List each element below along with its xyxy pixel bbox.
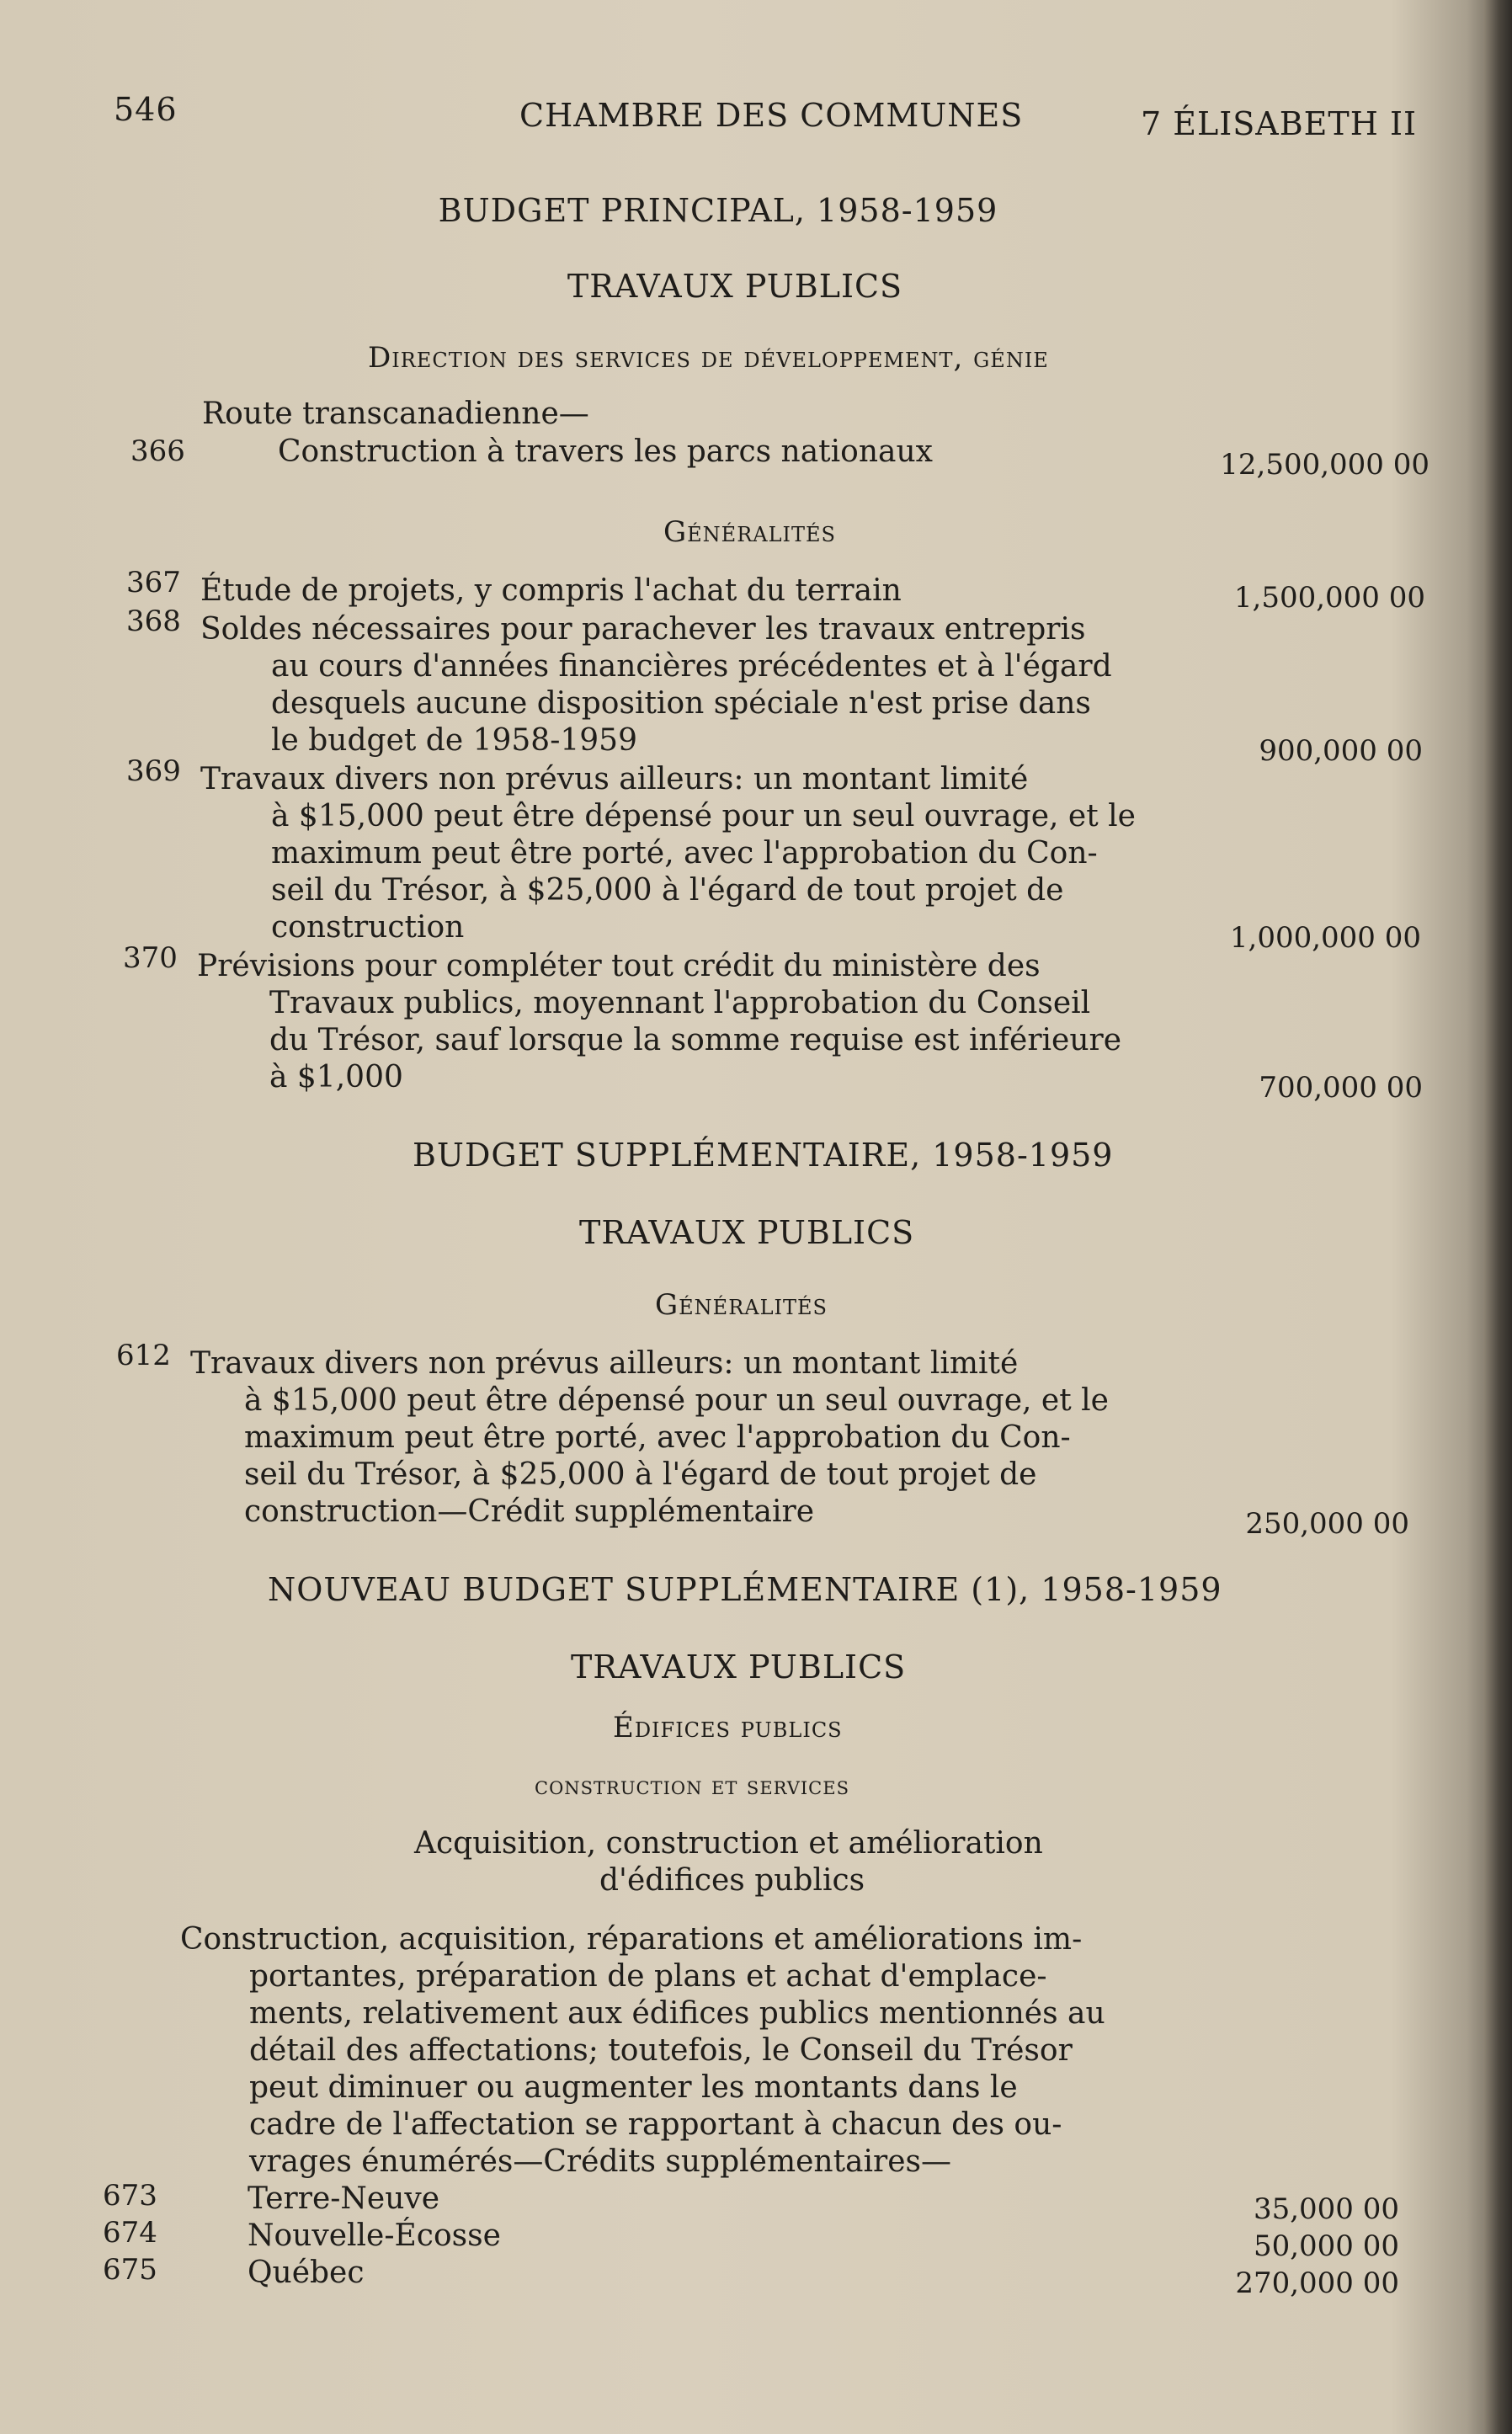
vote-text-369: Travaux divers non prévus ailleurs: un montant limité	[200, 762, 1029, 796]
vote-number-370: 370	[123, 941, 178, 975]
vote-amount-674: 50,000 00	[1253, 2229, 1399, 2263]
vote-number-369: 369	[126, 754, 181, 788]
vote-text-370: du Trésor, sauf lorsque la somme requise est inférieure	[269, 1023, 1122, 1057]
item-group-heading: Route transcanadienne—	[202, 397, 589, 431]
vote-amount-673: 35,000 00	[1253, 2192, 1399, 2226]
vote-text-368: le budget de 1958-1959	[271, 723, 637, 758]
vote-number-366: 366	[130, 434, 185, 468]
dot-leader	[482, 916, 1168, 946]
intro-paragraph: cadre de l'affectation se rapportant à chacun des ou-	[249, 2107, 1062, 2142]
dot-leader	[470, 2187, 1143, 2218]
vote-amount-675: 270,000 00	[1235, 2266, 1399, 2300]
dot-leader	[419, 1066, 1166, 1096]
vote-text-369: seil du Trésor, à $25,000 à l'égard de tout projet de	[271, 873, 1064, 908]
dot-leader	[529, 2224, 1143, 2255]
subheading-acquisition: Acquisition, construction et amélioration	[414, 1826, 1043, 1861]
vote-text-369: à $15,000 peut être dépensé pour un seul ouvrage, et le	[271, 799, 1136, 834]
vote-number-673: 673	[103, 2179, 157, 2213]
vote-text-368: Soldes nécessaires pour parachever les travaux entrepris	[200, 612, 1086, 647]
vote-amount-367: 1,500,000 00	[1233, 581, 1425, 615]
vote-text-370: Prévisions pour compléter tout crédit du ministère des	[197, 949, 1041, 983]
vote-text-370: à $1,000	[269, 1060, 403, 1095]
intro-paragraph: Construction, acquisition, réparations et améliorations im-	[180, 1922, 1083, 1957]
dot-leader	[678, 729, 1169, 759]
section-title-nouveau-budget: NOUVEAU BUDGET SUPPLÉMENTAIRE (1), 1958-1959	[268, 1571, 1222, 1608]
vote-text-369: construction	[271, 910, 465, 945]
page-number: 546	[114, 91, 178, 128]
intro-paragraph: détail des affectations; toutefois, le Conseil du Trésor	[249, 2033, 1073, 2068]
vote-text-368: au cours d'années financières précédentes et à l'égard	[271, 649, 1112, 684]
subheading-acquisition: d'édifices publics	[599, 1863, 865, 1898]
dot-leader	[381, 2261, 1143, 2292]
dot-leader	[1025, 436, 1169, 466]
vote-number-674: 674	[103, 2216, 157, 2250]
vote-text-368: desquels aucune disposition spéciale n'est prise dans	[271, 686, 1091, 721]
vote-text-612: seil du Trésor, à $25,000 à l'égard de tout projet de	[244, 1457, 1037, 1492]
vote-amount-369: 1,000,000 00	[1229, 921, 1421, 955]
vote-text-612: construction—Crédit supplémentaire	[244, 1494, 815, 1529]
vote-amount-370: 700,000 00	[1259, 1071, 1423, 1105]
publication-title: CHAMBRE DES COMMUNES	[519, 97, 1024, 134]
vote-text-673: Terre-Neuve	[248, 2181, 440, 2216]
vote-text-612: Travaux divers non prévus ailleurs: un montant limité	[190, 1346, 1019, 1381]
vote-text-366: Construction à travers les parcs nationaux	[278, 434, 933, 469]
subheading-construction-services: construction et services	[535, 1771, 849, 1801]
dot-leader	[983, 579, 1169, 610]
book-spine-shadow	[1483, 0, 1512, 2434]
dot-leader	[880, 1500, 1158, 1531]
department-heading: TRAVAUX PUBLICS	[579, 1214, 915, 1251]
vote-amount-366: 12,500,000 00	[1220, 448, 1429, 482]
section-title-budget-supplementaire: BUDGET SUPPLÉMENTAIRE, 1958-1959	[413, 1137, 1114, 1174]
vote-number-368: 368	[126, 605, 181, 638]
vote-text-367: Étude de projets, y compris l'achat du terrain	[200, 573, 902, 608]
vote-text-369: maximum peut être porté, avec l'approbation du Con-	[271, 836, 1098, 871]
subheading-direction: Direction des services de développement, génie	[368, 341, 1049, 375]
vote-text-612: à $15,000 peut être dépensé pour un seul ouvrage, et le	[244, 1383, 1109, 1418]
subheading-edifices-publics: Édifices publics	[613, 1711, 843, 1744]
vote-text-612: maximum peut être porté, avec l'approbation du Con-	[244, 1420, 1071, 1455]
subheading-generalites: Généralités	[655, 1288, 828, 1322]
vote-text-370: Travaux publics, moyennant l'approbation du Conseil	[269, 986, 1091, 1020]
subheading-generalites: Généralités	[663, 515, 836, 549]
department-heading: TRAVAUX PUBLICS	[571, 1648, 907, 1686]
intro-paragraph: vrages énumérés—Crédits supplémentaires—	[249, 2144, 952, 2179]
vote-number-612: 612	[116, 1339, 171, 1372]
regnal-year: 7 ÉLISABETH II	[1141, 105, 1417, 142]
vote-number-675: 675	[103, 2253, 157, 2287]
vote-amount-368: 900,000 00	[1259, 734, 1423, 768]
vote-text-674: Nouvelle-Écosse	[248, 2218, 501, 2253]
vote-number-367: 367	[126, 566, 181, 599]
intro-paragraph: peut diminuer ou augmenter les montants dans le	[249, 2070, 1018, 2105]
vote-amount-612: 250,000 00	[1245, 1507, 1409, 1541]
intro-paragraph: ments, relativement aux édifices publics mentionnés au	[249, 1996, 1105, 2031]
intro-paragraph: portantes, préparation de plans et achat d'emplace-	[249, 1959, 1047, 1994]
section-title-budget-principal: BUDGET PRINCIPAL, 1958-1959	[438, 192, 998, 229]
department-heading: TRAVAUX PUBLICS	[567, 268, 903, 305]
vote-text-675: Québec	[248, 2256, 365, 2290]
